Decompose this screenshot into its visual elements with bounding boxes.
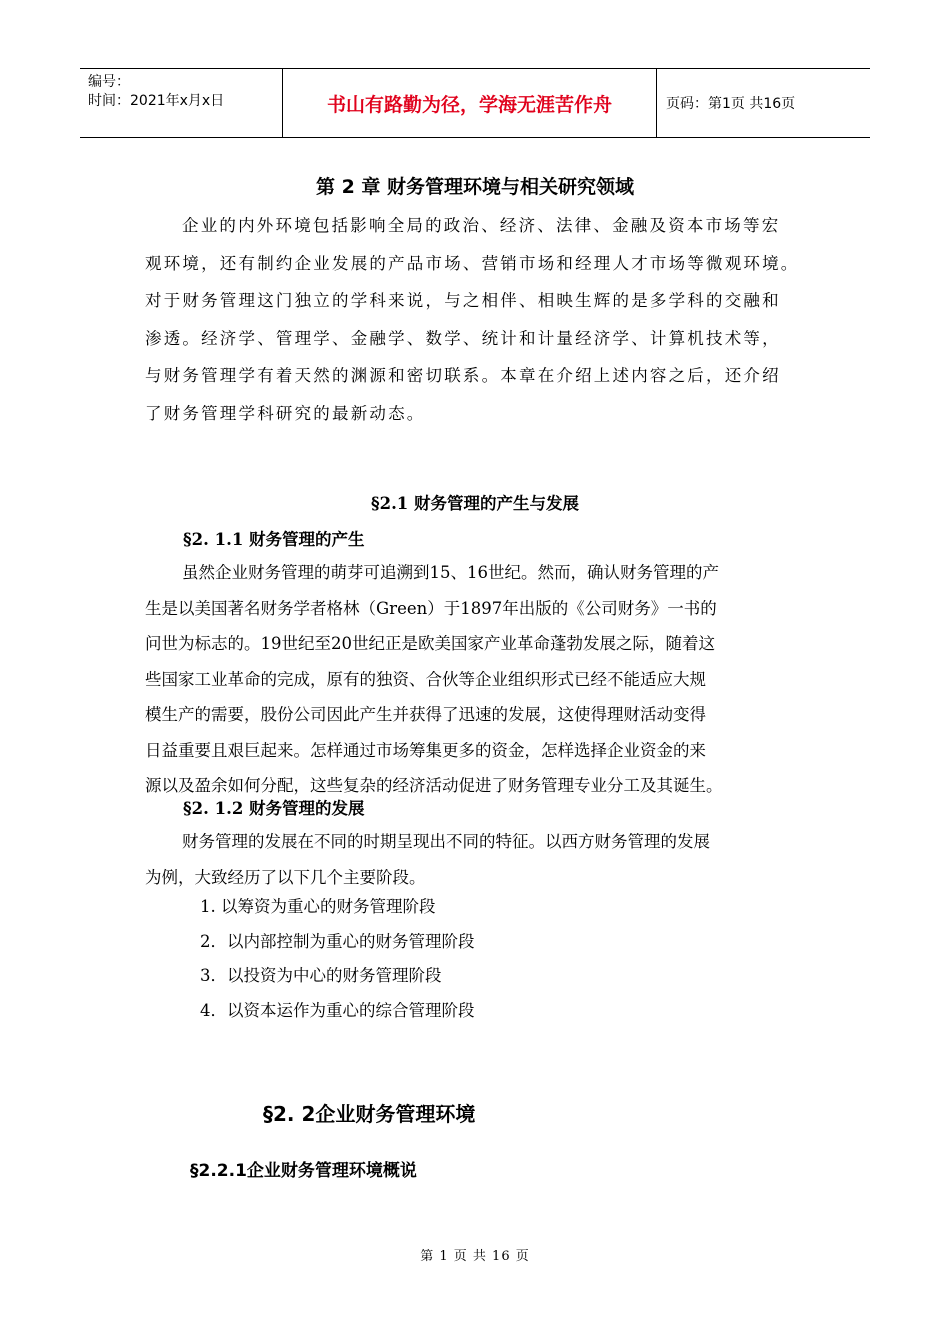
list-item: 2．以内部控制为重心的财务管理阶段	[200, 931, 475, 951]
paragraph-line: 财务管理的发展在不同的时期呈现出不同的特征。以西方财务管理的发展	[182, 832, 710, 851]
intro-line: 了财务管理学科研究的最新动态。	[145, 403, 426, 423]
intro-paragraph	[145, 207, 815, 433]
intro-line: 渗透。经济学、管理学、金融学、数学、统计和计量经济学、计算机技术等，	[145, 328, 781, 348]
header-number-label: 编号：	[88, 74, 130, 90]
paragraph-line: 生是以美国著名财务学者格林（Green）于1897年出版的《公司财务》一书的	[145, 598, 717, 618]
paragraph-line: 模生产的需要，股份公司因此产生并获得了迅速的发展，这使得理财活动变得	[145, 705, 706, 724]
stages-list	[200, 890, 475, 1028]
header-meta	[88, 73, 224, 111]
intro-line: 与财务管理学有着天然的渊源和密切联系。本章在介绍上述内容之后，还介绍	[145, 366, 781, 386]
list-item: 4．以资本运作为重心的综合管理阶段	[200, 1000, 475, 1020]
section-2-2-title-text: §2. 2企业财务管理环境	[263, 1102, 476, 1126]
intro-line: 观环境，还有制约企业发展的产品市场、营销市场和经理人才市场等微观环境。	[145, 253, 800, 273]
subsection-2-2-1-title-text: §2.2.1企业财务管理环境概说	[190, 1161, 417, 1181]
subsection-2-2-1-title	[190, 1156, 417, 1181]
list-item: 1. 以筹资为重心的财务管理阶段	[200, 897, 436, 916]
paragraph-line: 虽然企业财务管理的萌芽可追溯到15、16世纪。然而，确认财务管理的产	[182, 563, 719, 582]
paragraph-line: 源以及盈余如何分配，这些复杂的经济活动促进了财务管理专业分工及其诞生。	[145, 776, 723, 795]
header-motto: 书山有路勤为径，学海无涯苦作舟	[326, 93, 612, 116]
intro-line: 对于财务管理这门独立的学科来说，与之相伴、相映生辉的是多学科的交融和	[145, 291, 781, 311]
section-2-1-title: §2.1 财务管理的产生与发展	[370, 494, 580, 513]
subsection-2-1-1-title: §2. 1.1 财务管理的产生	[183, 530, 365, 549]
subsection-2-1-2-title: §2. 1.2 财务管理的发展	[183, 799, 365, 818]
section-2-2-title	[263, 1098, 475, 1127]
list-item: 3．以投资为中心的财务管理阶段	[200, 966, 442, 985]
header-time-label: 时间：2021年x月x日	[88, 93, 225, 109]
paragraph-line: 日益重要且艰巨起来。怎样通过市场筹集更多的资金，怎样选择企业资金的来	[145, 740, 706, 760]
header-table	[80, 68, 870, 138]
page-footer: 第 1 页 共 16 页	[420, 1249, 530, 1264]
paragraph-line: 些国家工业革命的完成，原有的独资、合伙等企业组织形式已经不能适应大规	[145, 669, 706, 689]
header-page-label: 页码：第1页 共16页	[666, 96, 796, 112]
paragraph-line: 为例，大致经历了以下几个主要阶段。	[145, 867, 426, 887]
intro-line: 企业的内外环境包括影响全局的政治、经济、法律、金融及资本市场等宏	[182, 216, 781, 235]
paragraph-line: 问世为标志的。19世纪至20世纪正是欧美国家产业革命蓬勃发展之际，随着这	[145, 634, 715, 653]
subsection-2-1-1-paragraph	[145, 555, 815, 804]
header-divider	[656, 69, 657, 137]
subsection-2-1-2-paragraph	[145, 824, 815, 895]
chapter-title: 第 2 章 财务管理环境与相关研究领域	[315, 176, 635, 198]
